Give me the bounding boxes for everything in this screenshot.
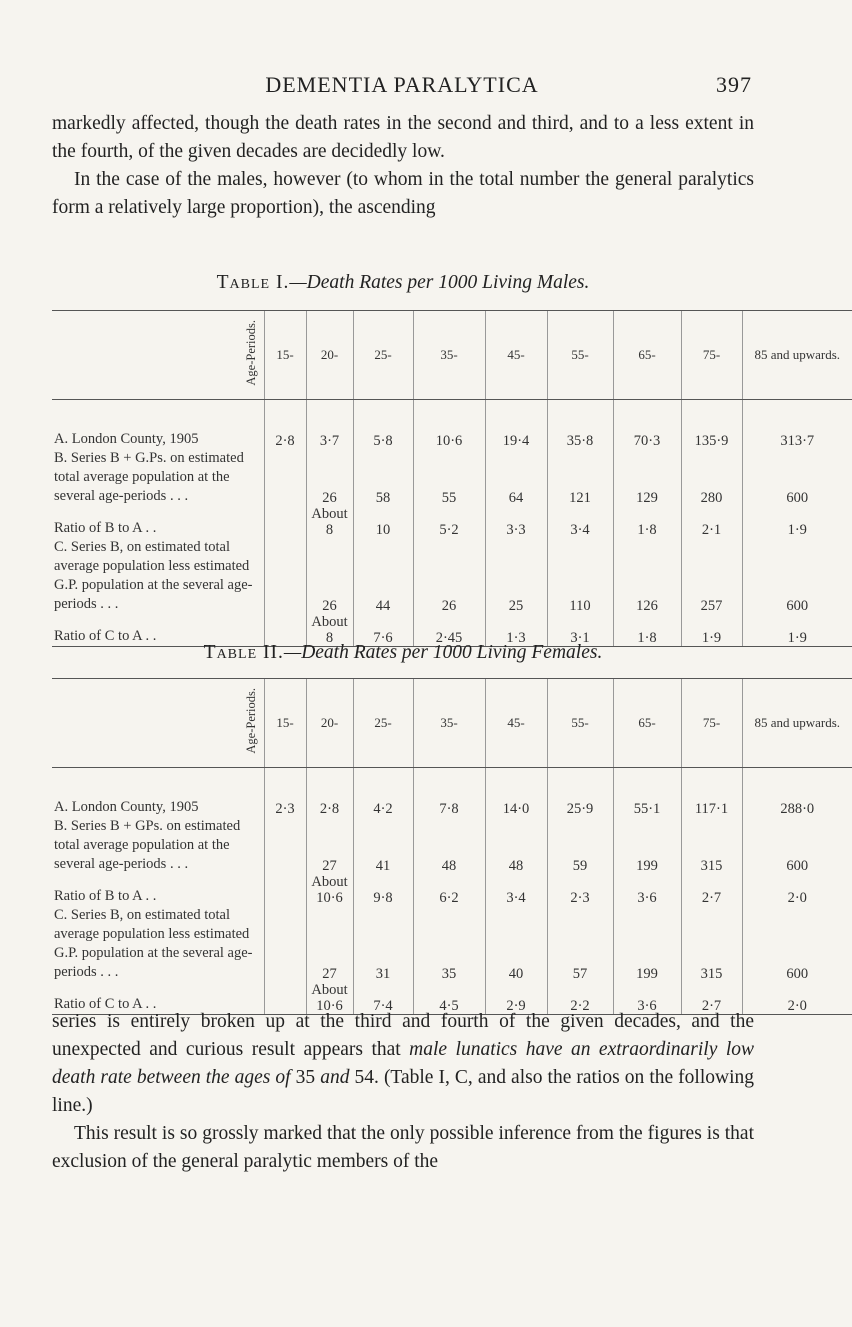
- table-cell: 117·1: [681, 768, 742, 818]
- table-cell: 2·8: [306, 768, 353, 818]
- table2-death-rates-females: [52, 678, 852, 1015]
- outro-emphasis: male lunatics have an extraordinarily low death rate between the ages of: [52, 1039, 754, 1088]
- column-header: 65-: [613, 311, 681, 400]
- table-cell: 27: [306, 817, 353, 874]
- table-cell: 44: [353, 538, 413, 614]
- column-header: 85 and upwards.: [742, 311, 852, 400]
- table-cell: 110: [547, 538, 613, 614]
- table-row: [52, 400, 852, 450]
- table-cell: [264, 874, 306, 906]
- table-cell: 129: [613, 449, 681, 506]
- table-row: [52, 906, 852, 982]
- row-label: Ratio of B to A . .: [54, 888, 157, 904]
- table-cell: 48: [413, 817, 485, 874]
- column-header: 35-: [413, 679, 485, 768]
- row-label: Ratio of B to A . .: [54, 520, 157, 536]
- table2-caption: [52, 642, 754, 664]
- table-cell: 3·6: [613, 982, 681, 1015]
- column-header: 45-: [485, 311, 547, 400]
- table-cell: 600: [742, 449, 852, 506]
- table-cell: 600: [742, 906, 852, 982]
- table-cell: 313·7: [742, 400, 852, 450]
- table-cell: 41: [353, 817, 413, 874]
- table-cell: 2·7: [681, 874, 742, 906]
- table-cell: 26: [413, 538, 485, 614]
- table-cell: 3·4: [547, 506, 613, 538]
- table1-title: —Death Rates per 1000 Living Males.: [289, 272, 590, 293]
- row-label: Ratio of C to A . .: [52, 614, 264, 647]
- column-header: 25-: [353, 311, 413, 400]
- table-cell: 26: [306, 538, 353, 614]
- table1-death-rates-males: [52, 310, 852, 647]
- table-cell: About 8: [306, 614, 353, 647]
- table-cell: 1·8: [613, 506, 681, 538]
- table-cell: 126: [613, 538, 681, 614]
- table-cell: 40: [485, 906, 547, 982]
- outro-text-b: 35: [290, 1067, 321, 1088]
- outro-paragraph-2: This result is so grossly marked that the only possible inference from the figures is that exclusion of the general paralytic members of the: [52, 1123, 754, 1172]
- table-cell: 199: [613, 817, 681, 874]
- row-label: B. Series B + G.Ps. on estimated total average population at the several age-periods . . .: [54, 450, 244, 504]
- outro-text-c: 54. (Table I, C, and also the ratios on the following line.): [52, 1067, 755, 1116]
- table-cell: 2·0: [742, 982, 852, 1015]
- table-cell: 1·9: [742, 506, 852, 538]
- column-header: 35-: [413, 311, 485, 400]
- table-cell: 26: [306, 449, 353, 506]
- table-cell: [264, 906, 306, 982]
- table-cell: 70·3: [613, 400, 681, 450]
- table-cell: 4·2: [353, 768, 413, 818]
- table-cell: 3·3: [485, 506, 547, 538]
- table-cell: 35: [413, 906, 485, 982]
- outro-emphasis-and: and: [320, 1067, 350, 1088]
- table-cell: 10: [353, 506, 413, 538]
- table-cell: [264, 817, 306, 874]
- column-header: 75-: [681, 311, 742, 400]
- column-header: 55-: [547, 311, 613, 400]
- table2-label: Table II.: [203, 642, 284, 663]
- table-cell: 121: [547, 449, 613, 506]
- table-cell: 1·9: [742, 614, 852, 647]
- column-header: 20-: [306, 679, 353, 768]
- table-cell: 55: [413, 449, 485, 506]
- intro-text: [52, 110, 754, 222]
- table-cell: 27: [306, 906, 353, 982]
- table-cell: 9·8: [353, 874, 413, 906]
- table-cell: 1·9: [681, 614, 742, 647]
- table-cell: 1·8: [613, 614, 681, 647]
- table-cell: 2·7: [681, 982, 742, 1015]
- column-header: 20-: [306, 311, 353, 400]
- table-cell: 25·9: [547, 768, 613, 818]
- table-cell: 59: [547, 817, 613, 874]
- age-periods-header: [52, 311, 264, 400]
- table-cell: 7·4: [353, 982, 413, 1015]
- table-cell: 55·1: [613, 768, 681, 818]
- row-label: B. Series B + GPs. on estimated total average population at the several age-periods . . .: [54, 818, 241, 872]
- column-header: 45-: [485, 679, 547, 768]
- table-cell: 600: [742, 817, 852, 874]
- table-cell: About 8: [306, 506, 353, 538]
- table-cell: 2·2: [547, 982, 613, 1015]
- outro-text: [52, 1008, 754, 1176]
- row-label: A. London County, 1905: [54, 431, 199, 447]
- table-cell: 280: [681, 449, 742, 506]
- table-cell: About 10·6: [306, 874, 353, 906]
- table-cell: [264, 506, 306, 538]
- table-cell: About 10·6: [306, 982, 353, 1015]
- column-header: 85 and upwards.: [742, 679, 852, 768]
- table-cell: 4·5: [413, 982, 485, 1015]
- table-cell: 2·3: [264, 768, 306, 818]
- outro-paragraph-1: [52, 1008, 754, 1120]
- table-cell: 10·6: [413, 400, 485, 450]
- table-cell: 7·6: [353, 614, 413, 647]
- table1-label: Table I.: [216, 272, 290, 293]
- table-cell: 2·45: [413, 614, 485, 647]
- running-title: DEMENTIA PARALYTICA: [265, 72, 539, 97]
- age-periods-label: Age-Periods.: [243, 688, 258, 754]
- table-cell: 3·1: [547, 614, 613, 647]
- column-header: 15-: [264, 311, 306, 400]
- row-label: C. Series B, on estimated total average population less estimated G.P. population at the several age-periods . . .: [54, 907, 253, 980]
- column-header: 25-: [353, 679, 413, 768]
- column-header: 15-: [264, 679, 306, 768]
- column-header: 65-: [613, 679, 681, 768]
- table-cell: 2·9: [485, 982, 547, 1015]
- table-cell: 1·3: [485, 614, 547, 647]
- table2-title: —Death Rates per 1000 Living Females.: [283, 642, 603, 663]
- table-cell: 14·0: [485, 768, 547, 818]
- table-cell: [264, 449, 306, 506]
- table-cell: 19·4: [485, 400, 547, 450]
- column-header: 55-: [547, 679, 613, 768]
- column-header: 75-: [681, 679, 742, 768]
- running-header: [52, 72, 752, 102]
- table-cell: 5·2: [413, 506, 485, 538]
- table-cell: 2·3: [547, 874, 613, 906]
- table-row: [52, 817, 852, 874]
- table1-caption: [52, 272, 754, 294]
- table-cell: 57: [547, 906, 613, 982]
- table-cell: 35·8: [547, 400, 613, 450]
- table-row: [52, 874, 852, 906]
- table-row: [52, 538, 852, 614]
- row-label: A. London County, 1905: [54, 799, 199, 815]
- table-cell: 7·8: [413, 768, 485, 818]
- table-cell: 5·8: [353, 400, 413, 450]
- table-cell: 31: [353, 906, 413, 982]
- table-cell: 2·0: [742, 874, 852, 906]
- intro-paragraph-2: In the case of the males, however (to whom in the total number the general paralytics form a relatively large proportion), the ascending: [52, 169, 754, 218]
- table-cell: 135·9: [681, 400, 742, 450]
- row-label: Ratio of C to A . .: [52, 982, 264, 1015]
- table-cell: 257: [681, 538, 742, 614]
- table-row: [52, 768, 852, 818]
- table-cell: 58: [353, 449, 413, 506]
- table-cell: 315: [681, 817, 742, 874]
- table-row: [52, 506, 852, 538]
- table-cell: 315: [681, 906, 742, 982]
- table-cell: 48: [485, 817, 547, 874]
- table-cell: 2·8: [264, 400, 306, 450]
- intro-paragraph-1: markedly affected, though the death rates in the second and third, and to a less extent in the fourth, of the given decades are decidedly low.: [52, 113, 754, 162]
- table-cell: 288·0: [742, 768, 852, 818]
- table-cell: 2·1: [681, 506, 742, 538]
- age-periods-label: Age-Periods.: [243, 320, 258, 386]
- row-label: C. Series B, on estimated total average population less estimated G.P. population at the several age-periods . . .: [54, 539, 253, 612]
- table-cell: 3·7: [306, 400, 353, 450]
- table-cell: 64: [485, 449, 547, 506]
- table-cell: 3·6: [613, 874, 681, 906]
- outro-text-a: series is entirely broken up at the third and fourth of the given decades, and the unexpected and curious result appears that: [52, 1011, 754, 1060]
- table-cell: [264, 538, 306, 614]
- table-row: [52, 449, 852, 506]
- table-cell: 199: [613, 906, 681, 982]
- age-periods-header: [52, 679, 264, 768]
- table-cell: 3·4: [485, 874, 547, 906]
- table-cell: 6·2: [413, 874, 485, 906]
- table-cell: 600: [742, 538, 852, 614]
- table-cell: 25: [485, 538, 547, 614]
- page-number: 397: [716, 72, 752, 97]
